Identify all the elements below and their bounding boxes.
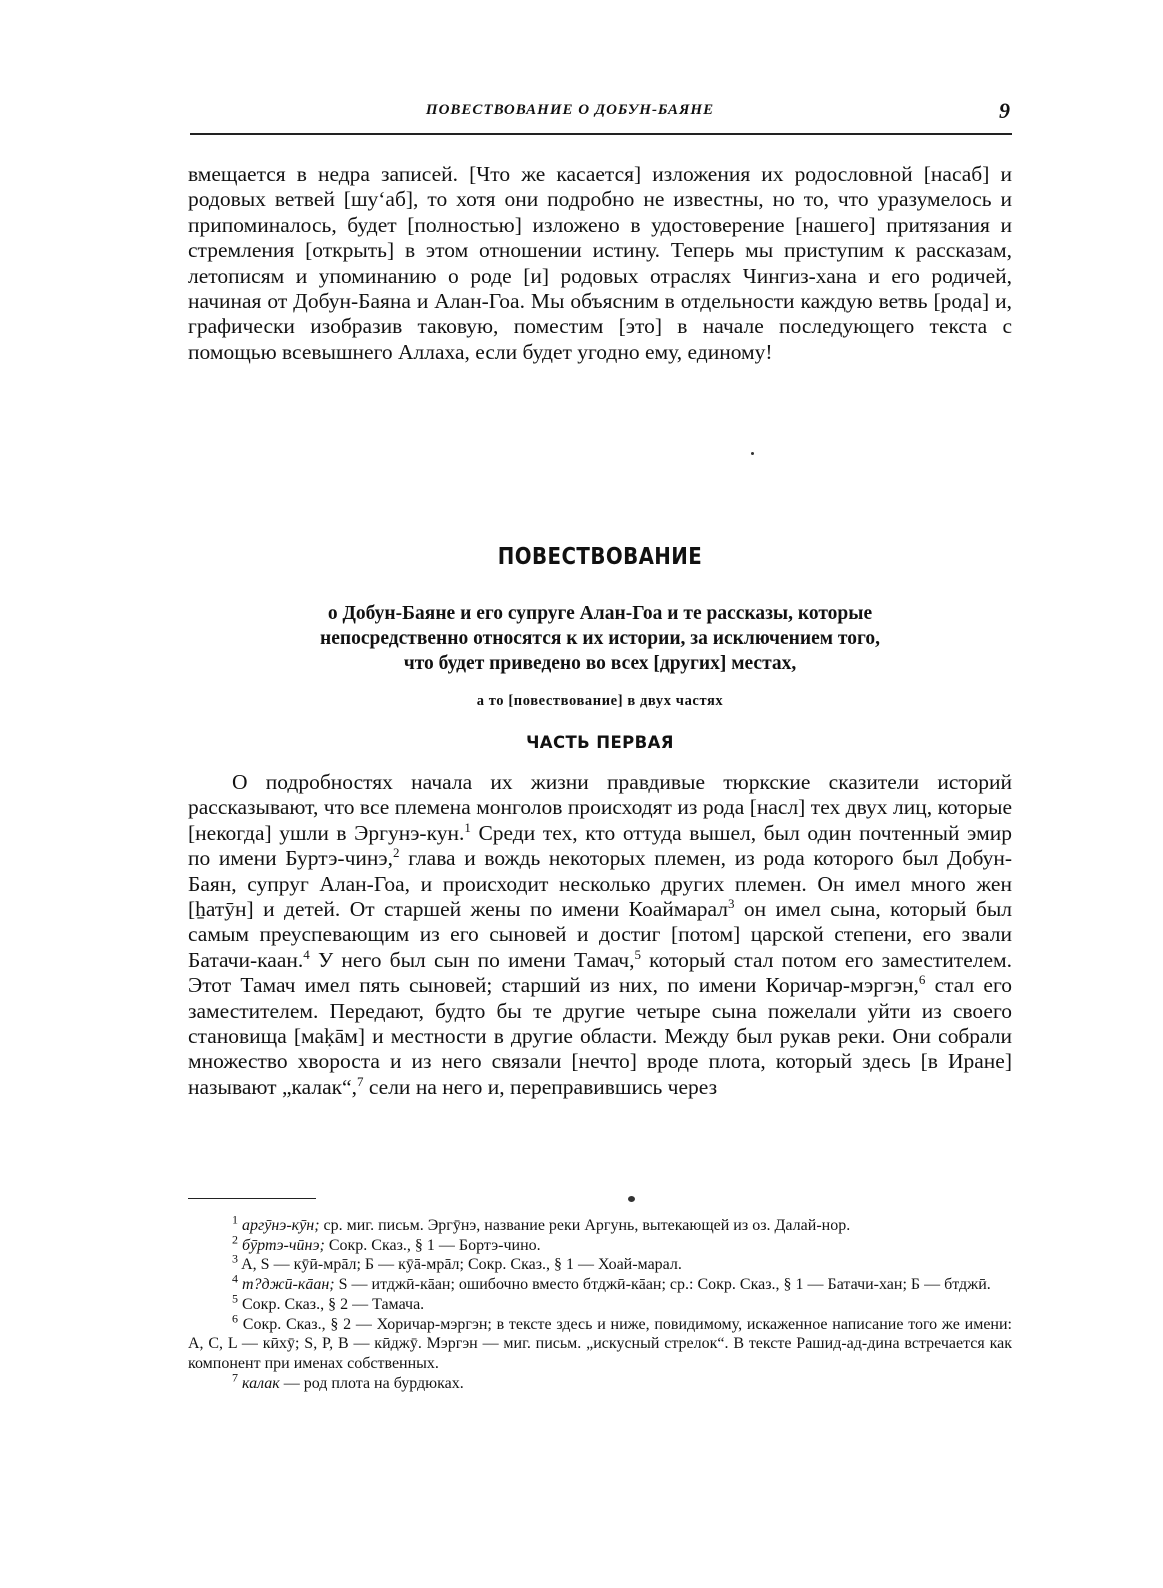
footnote-ref[interactable]: 5 xyxy=(634,946,641,962)
footnote-text: S — итджӣ-кāан; ошибочно вместо бтджӣ-кāан; ср.: Сокр. Сказ., § 1 — Батачи-хан; Б — бтджӣ. xyxy=(334,1276,991,1294)
text-segment: О подробностях начала их жизни правдивые тюркские сказители историй рассказывают, что все племена монголов происходят из рода [насл] тех двух лиц, которые [некогда] ушли в Эргунэ-кун. xyxy=(188,770,1012,845)
page-number: 9 xyxy=(999,98,1010,123)
footnote xyxy=(188,1271,1012,1295)
subtitle-line: непосредственно относятся к их истории, за исключением того, xyxy=(320,628,880,649)
footnote-text: Сокр. Сказ., § 1 — Бортэ-чино. xyxy=(324,1236,541,1254)
footnote-lead: бӯртэ-чӣнэ; xyxy=(242,1236,325,1254)
footnote xyxy=(188,1252,1012,1275)
footnote-rule xyxy=(188,1198,316,1199)
print-speck xyxy=(751,452,754,455)
footnote-text: — род плота на бурдюках. xyxy=(279,1374,464,1392)
footnote-text: Сокр. Сказ., § 2 — Хоричар-мэргэн; в тексте здесь и ниже, повидимому, искаженное написание того же имени: A, C, L — кӣхӯ; S, P, B — кӣджӯ. Мэргэн — миг. письм. „искусный стрелок“. В тексте Рашид-ад-дина встречается как компонент при именах собственных. xyxy=(188,1315,1013,1372)
subtitle-line: о Добун-Баяне и его супруге Алан-Гоа и те рассказы, которые xyxy=(327,603,873,624)
footnote-lead: калак xyxy=(242,1374,280,1392)
footnote xyxy=(188,1232,1012,1256)
text-segment: он имел сына, который был самым преуспевающим из его сыновей и достиг [потом] царской степени, его звали Батачи-каан. xyxy=(188,897,1012,972)
footnote-ref[interactable]: 2 xyxy=(393,845,400,861)
running-header xyxy=(190,98,1010,132)
footnote-ref[interactable]: 3 xyxy=(727,895,735,911)
footnote-text: Сокр. Сказ., § 2 — Тамача. xyxy=(242,1295,425,1313)
paragraph-continuation: вмещается в недра записей. [Что же касается] изложения их родословной [насаб] и родовых ветвей [шу‘аб], то хотя они подробно не известны, но то, что уразумелось и припоминалось, будет [полностью] изложено в удостоверение [нашего] притязания и стремления [открыть] в этом отношении истину. Теперь мы приступим к рассказам, летописям и упоминанию о роде [и] родовых отраслях Чингиз-хана и его родичей, начиная от Добун-Баяна и Алан-Гоа. Мы объясним в отдельности каждую ветвь [рода] и, графически изобразив таковую, поместим [это] в начале последующего текста с помощью всевышнего Аллаха, если будет угодно ему, единому! xyxy=(188,162,1012,364)
text-segment: У него был сын по имени Тамач, xyxy=(309,947,635,972)
footnote xyxy=(188,1212,1012,1236)
footnotes xyxy=(188,1212,1013,1393)
text-segment: сели на него и, переправившись через xyxy=(363,1074,718,1099)
section-subtitle xyxy=(188,601,1012,676)
footnote-number: 6 xyxy=(232,1311,238,1326)
section-subtitle-small: а то [повествование] в двух частях xyxy=(476,693,724,709)
footnote xyxy=(188,1291,1012,1315)
subtitle-line: что будет приведено во всех [других] местах, xyxy=(403,653,797,674)
footnote-lead: т?джӣ-кāан; xyxy=(242,1276,335,1294)
footnote-ref[interactable]: 7 xyxy=(356,1073,364,1089)
text-segment: Среди тех, кто оттуда вышел, был один почтенный эмир по имени Буртэ-чинэ, xyxy=(188,820,1012,871)
footnote-ref[interactable]: 4 xyxy=(303,946,310,962)
footnote-number: 3 xyxy=(232,1252,238,1267)
footnote-ref[interactable]: 6 xyxy=(918,972,926,988)
print-speck xyxy=(628,1196,635,1202)
footnote-text: ср. миг. письм. Эргӯнэ, название реки Аргунь, вытекающей из оз. Далай-нор. xyxy=(319,1217,851,1234)
footnote xyxy=(188,1370,1012,1394)
running-title: ПОВЕСТВОВАНИЕ О ДОБУН-БАЯНЕ xyxy=(425,102,715,118)
part-title: ЧАСТЬ ПЕРВАЯ xyxy=(526,733,674,752)
footnote-number: 4 xyxy=(232,1271,238,1286)
text-segment: который стал потом его заместителем. Этот Тамач имел пять сыновей; старший из них, по имени Коричар-мэргэн, xyxy=(188,947,1012,998)
footnote-text: A, S — кӯӣ-мрāл; Б — кӯā-мрāл; Сокр. Сказ., § 1 — Хоай-марал. xyxy=(241,1256,682,1274)
section-title: ПОВЕСТВОВАНИЕ xyxy=(497,544,703,570)
text-segment: стал его заместителем. Передают, будто бы те другие четыре сына пожелали уйти из своего становища [маḳāм] и местности в другие области. Между был рукав реки. Они собрали множество хвороста и из него связали [нечто] вроде плота, который здесь [в Иране] называют „калак“, xyxy=(188,973,1012,1099)
text-segment: глава и вождь некоторых племен, из рода которого был Добун-Баян, супруг Алан-Гоа, и происходит несколько других племен. Он имел много жен [ẖатӯн] и детей. От старшей жены по имени Коаймарал xyxy=(188,846,1013,922)
footnote-number: 1 xyxy=(232,1212,238,1227)
footnote xyxy=(188,1311,1013,1374)
header-rule xyxy=(190,133,1012,135)
footnote-number: 2 xyxy=(232,1232,238,1247)
footnote-lead: аргӯнэ-кӯн; xyxy=(242,1217,320,1234)
footnote-ref[interactable]: 1 xyxy=(464,819,471,835)
paragraph-main xyxy=(188,770,1012,1100)
footnote-number: 7 xyxy=(232,1370,238,1385)
footnote-number: 5 xyxy=(232,1291,238,1306)
